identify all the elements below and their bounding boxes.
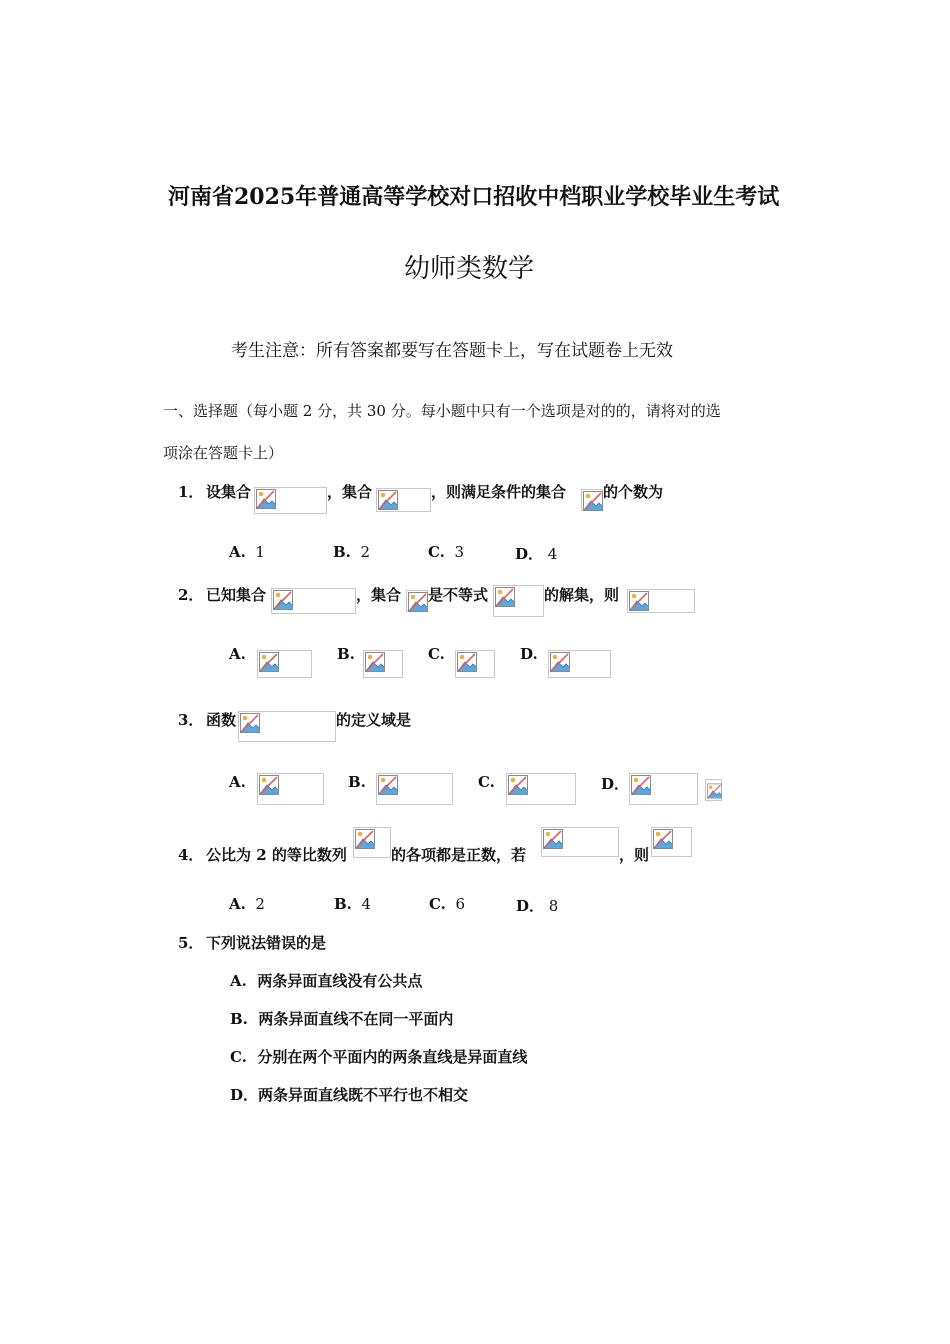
broken-image-icon [355,829,375,849]
formula-image [238,711,336,742]
broken-image-icon [408,592,428,612]
broken-image-icon [378,775,398,795]
option-d[interactable]: D． 8 [516,897,559,915]
option-a-formula[interactable] [257,773,324,805]
formula-image [541,827,619,857]
formula-image [627,589,695,613]
broken-image-icon [653,829,673,849]
broken-image-icon [583,491,603,511]
formula-image [705,779,722,801]
option-b[interactable]: B. [337,645,355,663]
question-text: ，集合 [356,586,402,604]
question-text: 已知集合 [206,586,267,604]
option-a[interactable]: A. [229,773,246,791]
broken-image-icon [508,775,528,795]
formula-image [406,590,428,612]
question-text: 公比为 2 的等比数列 [206,846,347,864]
option-d[interactable]: D. [520,645,538,663]
broken-image-icon [631,775,651,795]
option-b-formula[interactable] [363,650,403,678]
option-d-formula[interactable] [629,773,698,805]
broken-image-icon [457,652,477,672]
option-c[interactable]: C. 3 [428,543,464,561]
exam-title: 河南省2025年普通高等学校对口招收中档职业学校毕业生考试 [168,184,780,210]
option-d[interactable]: D． [601,775,630,793]
question-number: 1． [178,483,204,501]
question-number: 4． [178,846,204,864]
broken-image-icon [629,591,649,611]
option-d[interactable]: D．两条异面直线既不平行也不相交 [230,1086,469,1104]
question-text: 设集合 [206,483,252,501]
section-heading-line2: 项涂在答题卡上） [163,444,284,462]
exam-notice: 考生注意：所有答案都要写在答题卡上，写在试题卷上无效 [231,341,673,361]
broken-image-icon [256,489,276,509]
broken-image-icon [378,490,398,510]
broken-image-icon [495,587,515,607]
question-number: 5． [178,934,204,952]
broken-image-icon [259,775,279,795]
option-c[interactable]: C. [428,645,445,663]
option-a[interactable]: A. [229,645,246,663]
formula-image [493,585,544,617]
option-b[interactable]: B. 2 [333,543,370,561]
option-d-formula[interactable] [548,650,611,678]
option-c-formula[interactable] [455,650,495,678]
formula-image [254,487,327,514]
option-c[interactable]: C. 6 [429,895,465,913]
section-heading-line1: 一、选择题（每小题 2 分，共 30 分。每小题中只有一个选项是对的的，请将对的选 [163,402,721,420]
broken-image-icon [550,652,570,672]
question-number: 2． [178,586,204,604]
question-text: ，则 [619,846,650,864]
question-text: ，集合 [327,483,373,501]
question-text: 函数 [206,711,237,729]
option-c-formula[interactable] [506,773,576,805]
question-text: ，则满足条件的集合 [431,483,567,501]
broken-image-icon [365,652,385,672]
formula-image [353,827,391,858]
broken-image-icon [543,829,563,849]
broken-image-icon [273,590,293,610]
question-text: 下列说法错误的是 [206,934,327,952]
question-text: 是不等式 [428,586,489,604]
option-d[interactable]: D． 4 [515,545,558,563]
broken-image-icon [707,781,722,801]
option-a[interactable]: A. 两条异面直线没有公共点 [230,972,423,990]
option-a[interactable]: A. 1 [229,543,265,561]
formula-image [651,827,692,857]
option-a-formula[interactable] [257,650,312,678]
option-b[interactable]: B. [348,773,366,791]
option-b[interactable]: B. 4 [334,895,371,913]
question-text: 的解集，则 [544,586,620,604]
question-text: 的个数为 [603,483,664,501]
option-b[interactable]: B. 两条异面直线不在同一平面内 [230,1010,454,1028]
broken-image-icon [259,652,279,672]
formula-image [376,488,431,512]
broken-image-icon [240,713,260,733]
formula-image [581,489,603,511]
option-c[interactable]: C. [478,773,495,791]
option-c[interactable]: C. 分别在两个平面内的两条直线是异面直线 [230,1048,528,1066]
option-a[interactable]: A. 2 [229,895,265,913]
question-number: 3． [178,711,204,729]
question-text: 的定义域是 [336,711,412,729]
option-b-formula[interactable] [376,773,453,805]
question-text: 的各项都是正数，若 [391,846,527,864]
subject-title: 幼师类数学 [404,254,535,284]
formula-image [271,588,356,614]
